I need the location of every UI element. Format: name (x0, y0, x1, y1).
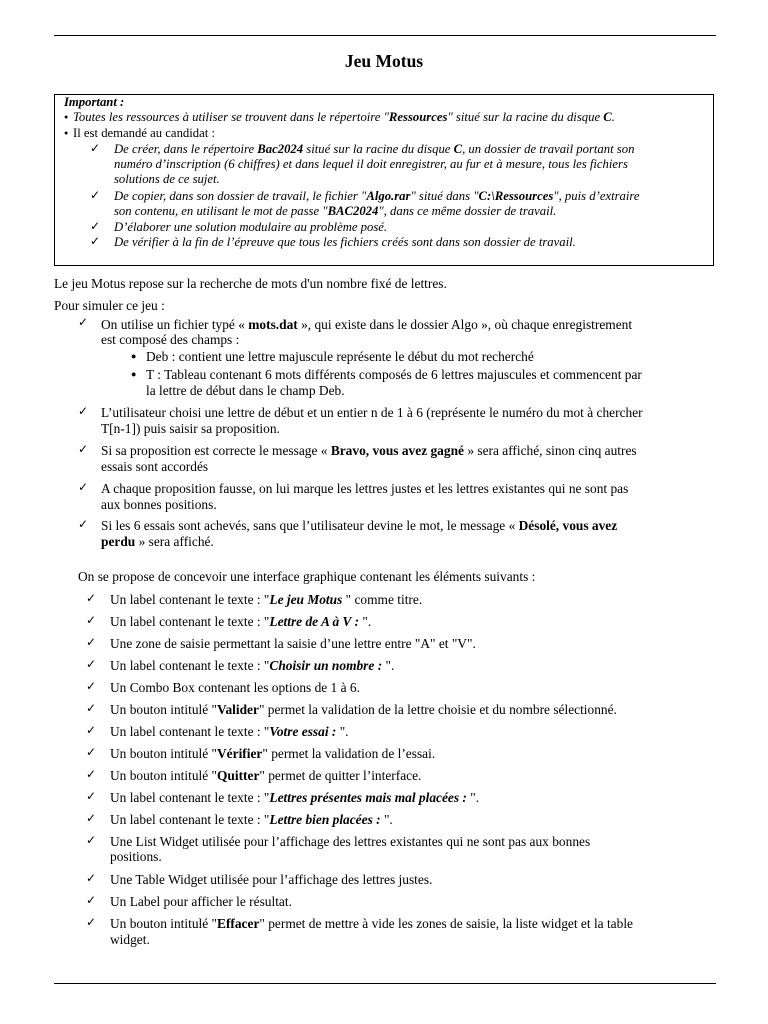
top-rule (54, 35, 716, 36)
item-quit-button: Un bouton intitulé "Quitter" permet de quitter l’interface. (110, 768, 422, 783)
check-icon: ✓ (86, 723, 97, 737)
check-icon: ✓ (78, 442, 89, 456)
check-icon: ✓ (86, 915, 97, 929)
check-icon: ✓ (86, 613, 97, 627)
item-letter-label: Un label contenant le texte : "Lettre de A à V : ". (110, 614, 372, 629)
check-icon: ✓ (86, 591, 97, 605)
instruction-create-folder-line3: solutions de ce sujet. (114, 172, 220, 186)
item-misplaced-label: Un label contenant le texte : "Lettres présentes mais mal placées : ". (110, 790, 480, 805)
important-box (54, 94, 714, 266)
rule-correct-guess-line2: essais sont accordés (101, 459, 209, 474)
item-table-widget: Une Table Widget utilisée pour l’affichage des lettres justes. (110, 872, 433, 887)
rule-user-choice: L’utilisateur choisi une lettre de début et un entier n de 1 à 6 (représente le numéro du mot à chercher (101, 405, 643, 420)
item-number-label: Un label contenant le texte : "Choisir un nombre : ". (110, 658, 395, 673)
item-attempt-label: Un label contenant le texte : "Votre essai : ". (110, 724, 349, 739)
item-result-label: Un Label pour afficher le résultat. (110, 894, 292, 909)
item-combo-box: Un Combo Box contenant les options de 1 à 6. (110, 680, 360, 695)
item-letter-input: Une zone de saisie permettant la saisie d’une lettre entre "A" et "V". (110, 636, 476, 651)
rule-wrong-guess-line2: aux bonnes positions. (101, 497, 217, 512)
field-t: T : Tableau contenant 6 mots différents composés de 6 lettres majuscules et commencent par (146, 367, 642, 382)
bullet-icon: ● (131, 351, 137, 361)
item-clear-button: Un bouton intitulé "Effacer" permet de mettre à vide les zones de saisie, la liste widget et la table (110, 916, 633, 931)
rule-game-over-line2: perdu » sera affiché. (101, 534, 214, 549)
field-deb: Deb : contient une lettre majuscule représente le début du mot recherché (146, 349, 534, 364)
check-icon: ✓ (86, 833, 97, 847)
rule-file-type-line2: est composé des champs : (101, 332, 240, 347)
rule-file-type: On utilise un fichier typé « mots.dat », qui existe dans le dossier Algo », où chaque enregistrement (101, 317, 633, 332)
check-icon: ✓ (86, 811, 97, 825)
bullet-icon: ● (131, 369, 137, 379)
rule-user-choice-line2: T[n-1]) puis saisir sa proposition. (101, 421, 280, 436)
simulate-heading: Pour simuler ce jeu : (54, 298, 165, 313)
item-verify-button: Un bouton intitulé "Vérifier" permet la validation de l’essai. (110, 746, 436, 761)
check-icon: ✓ (86, 701, 97, 715)
check-icon: ✓ (86, 893, 97, 907)
rule-game-over: Si les 6 essais sont achevés, sans que l’utilisateur devine le mot, le message « Désolé, vous avez (101, 518, 618, 533)
check-icon: ✓ (90, 188, 101, 202)
item-well-placed-label: Un label contenant le texte : "Lettre bien placées : ". (110, 812, 393, 827)
rule-wrong-guess: A chaque proposition fausse, on lui marque les lettres justes et les lettres existantes qui ne sont pas (101, 481, 629, 496)
check-icon: ✓ (86, 789, 97, 803)
rule-correct-guess: Si sa proposition est correcte le message « Bravo, vous avez gagné » sera affiché, sinon cinq autres (101, 443, 637, 458)
interface-intro: On se propose de concevoir une interface graphique contenant les éléments suivants : (78, 569, 536, 584)
page-title: Jeu Motus (344, 51, 424, 71)
item-list-widget-line2: positions. (110, 849, 162, 864)
check-icon: ✓ (86, 745, 97, 759)
check-icon: ✓ (78, 517, 89, 531)
field-t-line2: la lettre de début dans le champ Deb. (146, 383, 345, 398)
item-title-label: Un label contenant le texte : "Le jeu Motus " comme titre. (110, 592, 423, 607)
item-list-widget: Une List Widget utilisée pour l’affichage des lettres existantes qui ne sont pas aux bonnes (110, 834, 591, 849)
bullet-icon: ● (64, 129, 69, 137)
important-item-resources: Toutes les ressources à utiliser se trouvent dans le répertoire "Ressources" situé sur la racine du disque C. (73, 110, 615, 124)
check-icon: ✓ (86, 657, 97, 671)
intro-paragraph: Le jeu Motus repose sur la recherche de mots d'un nombre fixé de lettres. (54, 276, 447, 291)
check-icon: ✓ (78, 404, 89, 418)
instruction-verify-files: De vérifier à la fin de l’épreuve que tous les fichiers créés sont dans son dossier de travail. (114, 235, 576, 249)
instruction-copy-file: De copier, dans son dossier de travail, le fichier "Algo.rar" situé dans "C:\Ressources", puis d’extraire (114, 189, 640, 203)
important-heading: Important : (64, 95, 125, 109)
instruction-create-folder-line2: numéro d’inscription (6 chiffres) et dans lequel il doit enregistrer, au fur et à mesure, tous les fichiers (114, 157, 628, 171)
instruction-create-folder: De créer, dans le répertoire Bac2024 situé sur la racine du disque C, un dossier de travail portant son (114, 142, 635, 156)
check-icon: ✓ (90, 219, 101, 233)
bottom-rule (54, 983, 716, 984)
check-icon: ✓ (86, 767, 97, 781)
instruction-copy-file-line2: son contenu, en utilisant le mot de passe "BAC2024", dans ce même dossier de travail. (114, 204, 557, 218)
instruction-modular-solution: D’élaborer une solution modulaire au problème posé. (114, 220, 388, 234)
check-icon: ✓ (90, 234, 101, 248)
check-icon: ✓ (78, 480, 89, 494)
check-icon: ✓ (78, 315, 89, 329)
check-icon: ✓ (86, 679, 97, 693)
check-icon: ✓ (90, 141, 101, 155)
important-item-candidate: Il est demandé au candidat : (73, 126, 215, 140)
item-validate-button: Un bouton intitulé "Valider" permet la validation de la lettre choisie et du nombre sélectionné. (110, 702, 617, 717)
check-icon: ✓ (86, 635, 97, 649)
check-icon: ✓ (86, 871, 97, 885)
item-clear-button-line2: widget. (110, 932, 150, 947)
bullet-icon: ● (64, 113, 69, 121)
